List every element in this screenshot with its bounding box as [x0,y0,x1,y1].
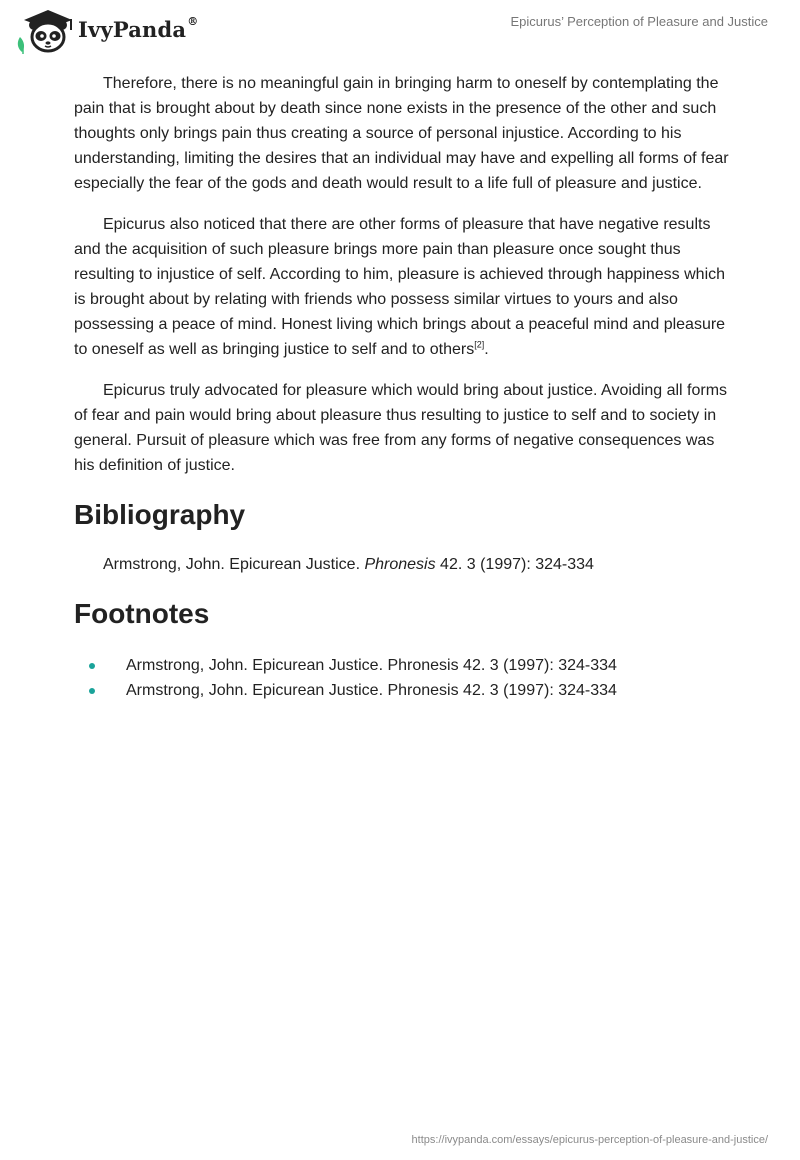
source-url-link[interactable]: https://ivypanda.com/essays/epicurus-perception-of-pleasure-and-justice/ [411,1134,768,1146]
essay-content [74,71,734,703]
page-header [0,0,800,60]
registered-mark: ® [187,15,199,28]
footnote-item: Armstrong, John. Epicurean Justice. Phronesis 42. 3 (1997): 324-334 [74,678,734,703]
paragraph-2: Epicurus also noticed that there are other forms of pleasure that have negative results and the acquisition of such pleasure brings more pain than pleasure once sought thus resulting to injustice of self. According to him, pleasure is achieved through happiness which is brought about by relating with friends who possess similar virtues to yours and also possessing a peace of mind. Honest living which brings about a peaceful mind and pleasure to oneself as well as bringing justice to self and to others[2]. [74,216,726,358]
bibliography-entry: Armstrong, John. Epicurean Justice. Phronesis 42. 3 (1997): 324-334 [103,556,594,573]
bibliography-heading: Bibliography [74,499,246,530]
document-title: Epicurus’ Perception of Pleasure and Justice [510,14,768,29]
footnotes-heading: Footnotes [74,598,210,629]
bullet-icon [89,663,95,669]
logo-wordmark: IvyPanda® [78,15,199,42]
paragraph-1: Therefore, there is no meaningful gain in bringing harm to oneself by contemplating the pain that is brought about by death since none exists in the presence of the other and such thoughts only brings pain thus creating a source of personal injustice. According to his understanding, limiting the desires that an individual may have and expelling all forms of fear especially the fear of the gods and death would result to a life full of pleasure and justice. [74,75,729,192]
ivypanda-logo[interactable] [14,7,199,53]
footnote-ref-link[interactable]: [2] [474,339,485,350]
panda-graduate-icon [14,7,76,55]
paragraph-3: Epicurus truly advocated for pleasure which would bring about justice. Avoiding all forms of fear and pain would bring about pleasure thus resulting to justice to self and to society in general. Pursuit of pleasure which was free from any forms of negative consequences was his definition of justice. [74,382,728,474]
bullet-icon [89,688,95,694]
footnotes-list [74,653,734,703]
footnote-item: Armstrong, John. Epicurean Justice. Phronesis 42. 3 (1997): 324-334 [74,653,734,678]
